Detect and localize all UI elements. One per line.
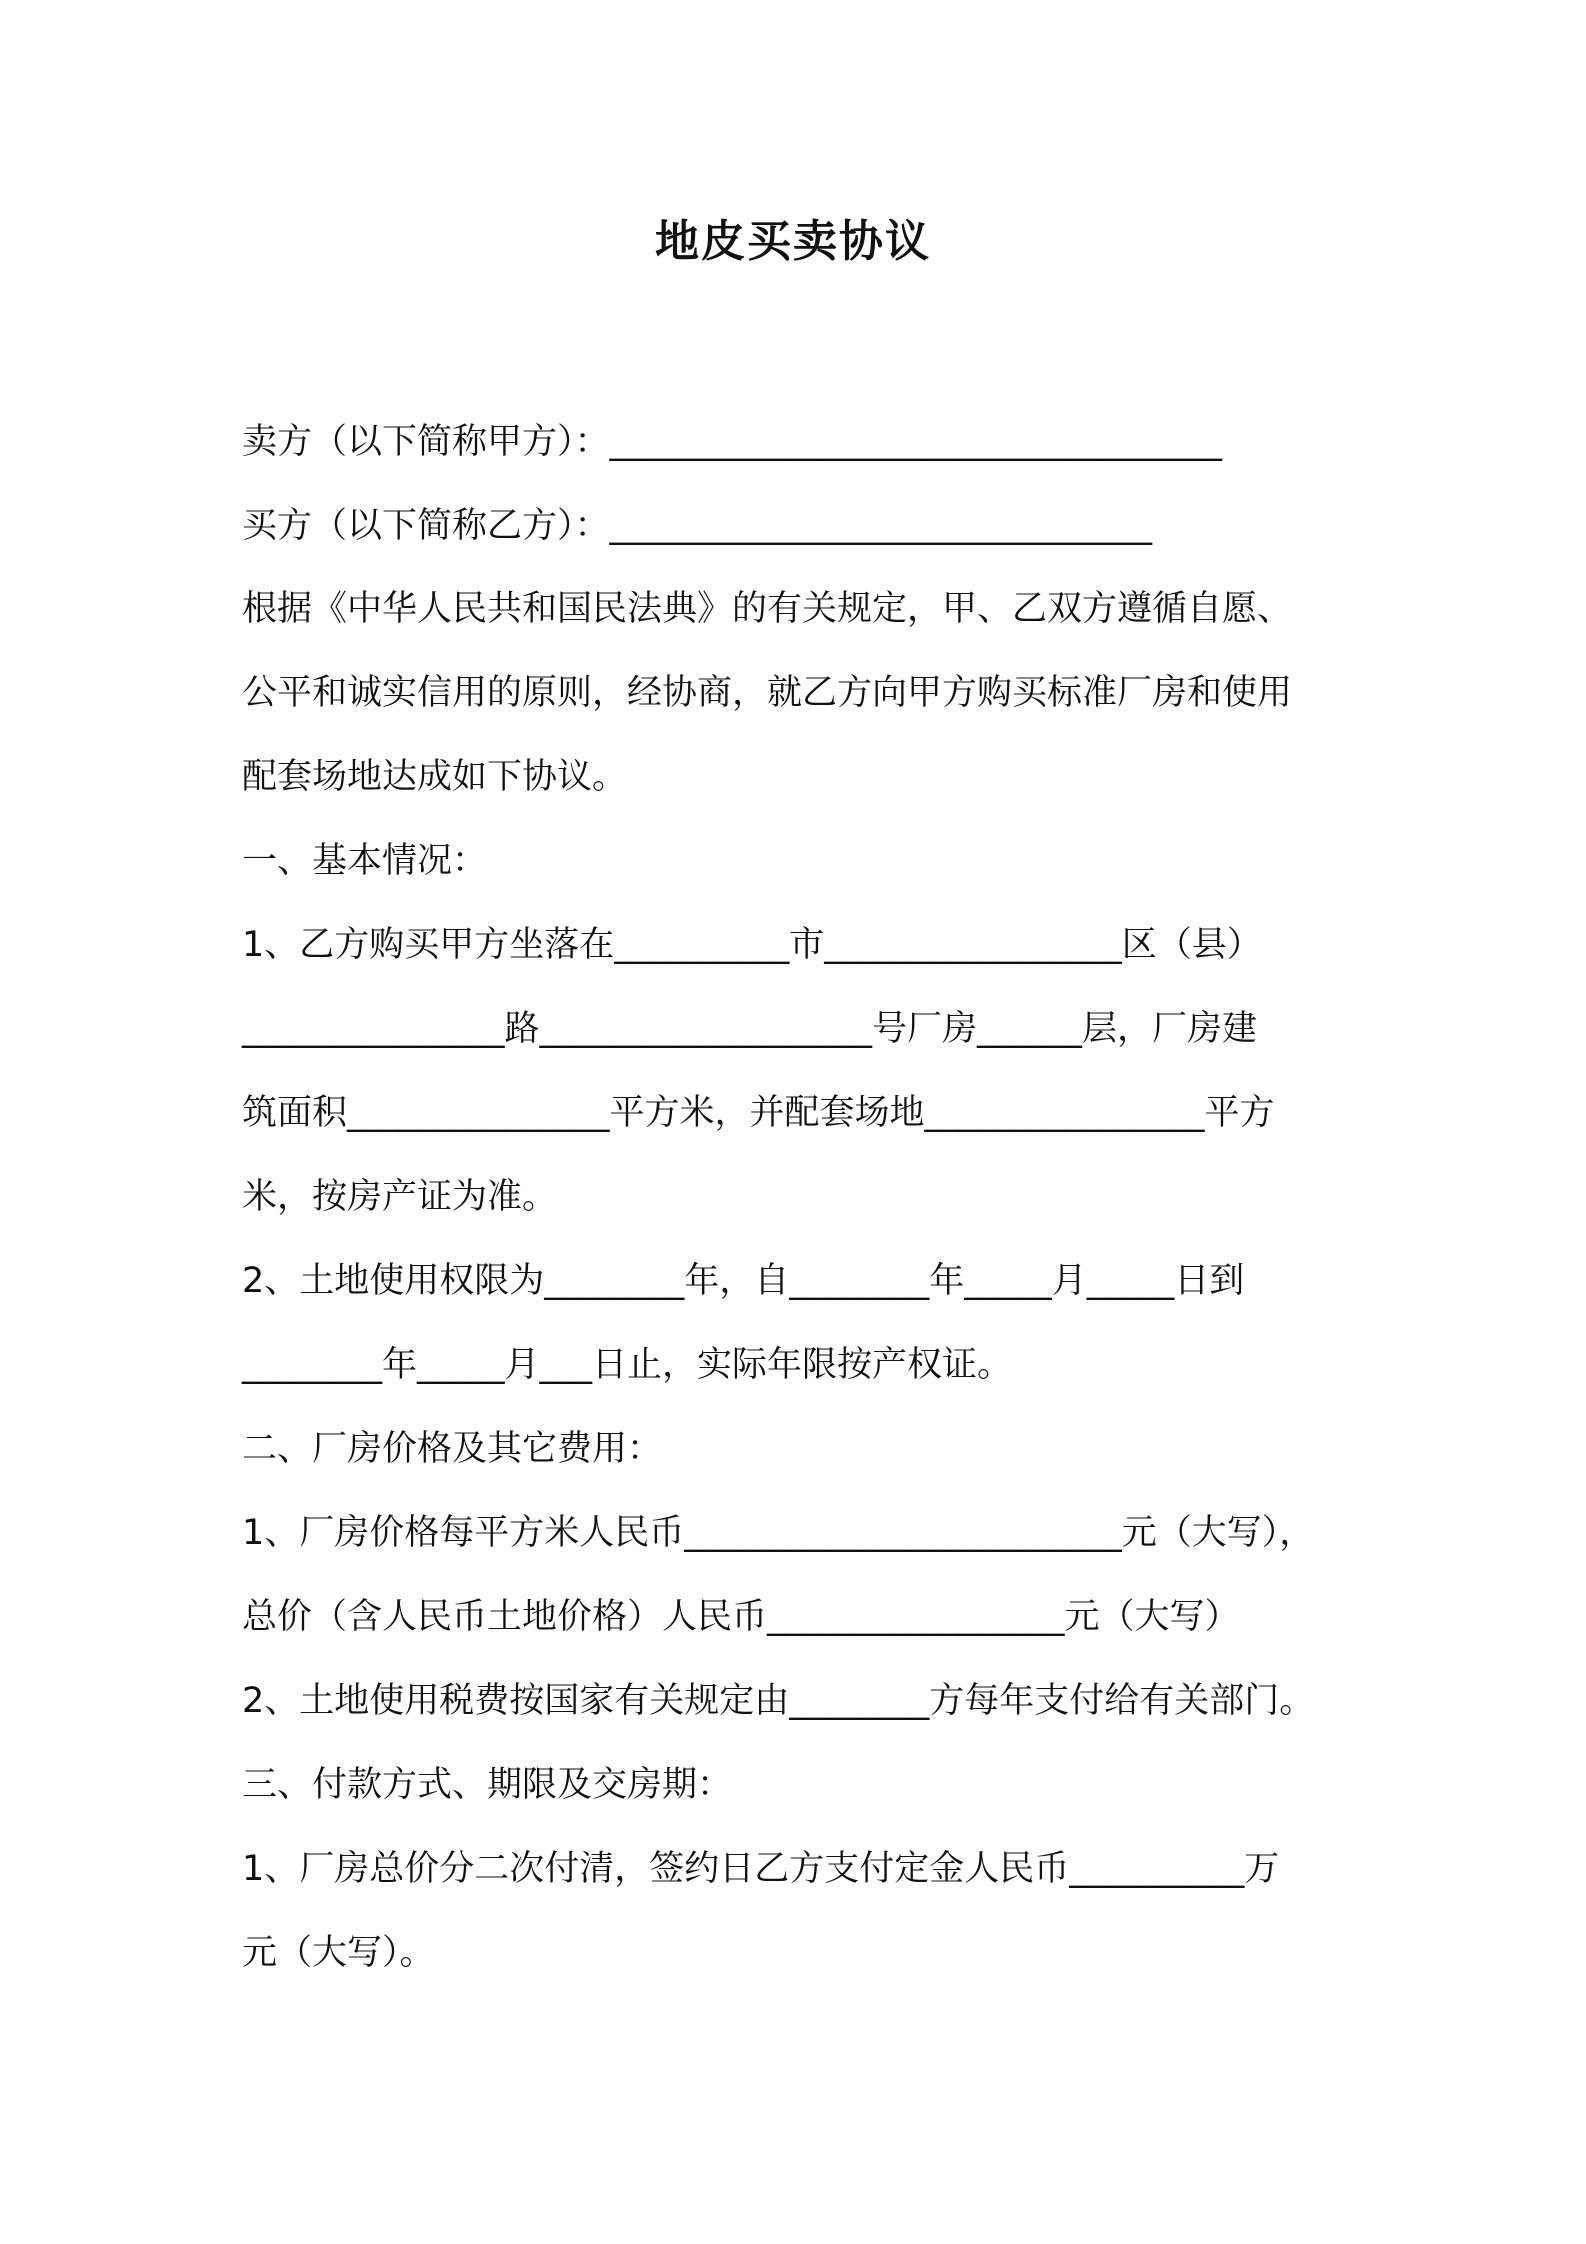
clause-3-1-line-1: 1、厂房总价分二次付清，签约日乙方支付定金人民币__________万 [242, 1849, 1280, 1889]
clause-1-1-line-4: 米，按房产证为准。 [242, 1177, 558, 1217]
preamble-line-3: 配套场地达成如下协议。 [242, 757, 628, 797]
section-3-heading: 三、付款方式、期限及交房期： [242, 1765, 733, 1805]
clause-2-1-line-2: 总价（含人民币土地价格）人民币_________________元（大写） [242, 1597, 1240, 1637]
document-title: 地皮买卖协议 [655, 216, 931, 267]
preamble-line-2: 公平和诚实信用的原则，经协商，就乙方向甲方购买标准厂房和使用 [242, 673, 1293, 713]
clause-3-1-line-2: 元（大写）。 [242, 1933, 435, 1973]
preamble-line-1: 根据《中华人民共和国民法典》的有关规定，甲、乙双方遵循自愿、 [242, 589, 1293, 629]
clause-2-1-line-1: 1、厂房价格每平方米人民币_________________________元（大写）， [242, 1513, 1315, 1553]
clause-1-1-line-1: 1、乙方购买甲方坐落在__________市_________________区（县） [242, 925, 1262, 965]
clause-2-2-line-1: 2、土地使用税费按国家有关规定由________方每年支付给有关部门。 [242, 1681, 1315, 1721]
clause-1-1-line-3: 筑面积_______________平方米，并配套场地________________平方 [242, 1093, 1275, 1133]
seller-line: 卖方（以下简称甲方）：___________________________________ [242, 422, 1223, 462]
section-1-heading: 一、基本情况： [242, 841, 488, 881]
clause-1-2-line-1: 2、土地使用权限为________年，自________年_____月_____日到 [242, 1261, 1245, 1301]
clause-1-2-line-2: ________年_____月___日止，实际年限按产权证。 [242, 1345, 1013, 1385]
clause-1-1-line-2: _______________路___________________号厂房______层，厂房建 [242, 1009, 1258, 1049]
section-2-heading: 二、厂房价格及其它费用： [242, 1429, 663, 1469]
buyer-line: 买方（以下简称乙方）：_______________________________ [242, 506, 1153, 546]
